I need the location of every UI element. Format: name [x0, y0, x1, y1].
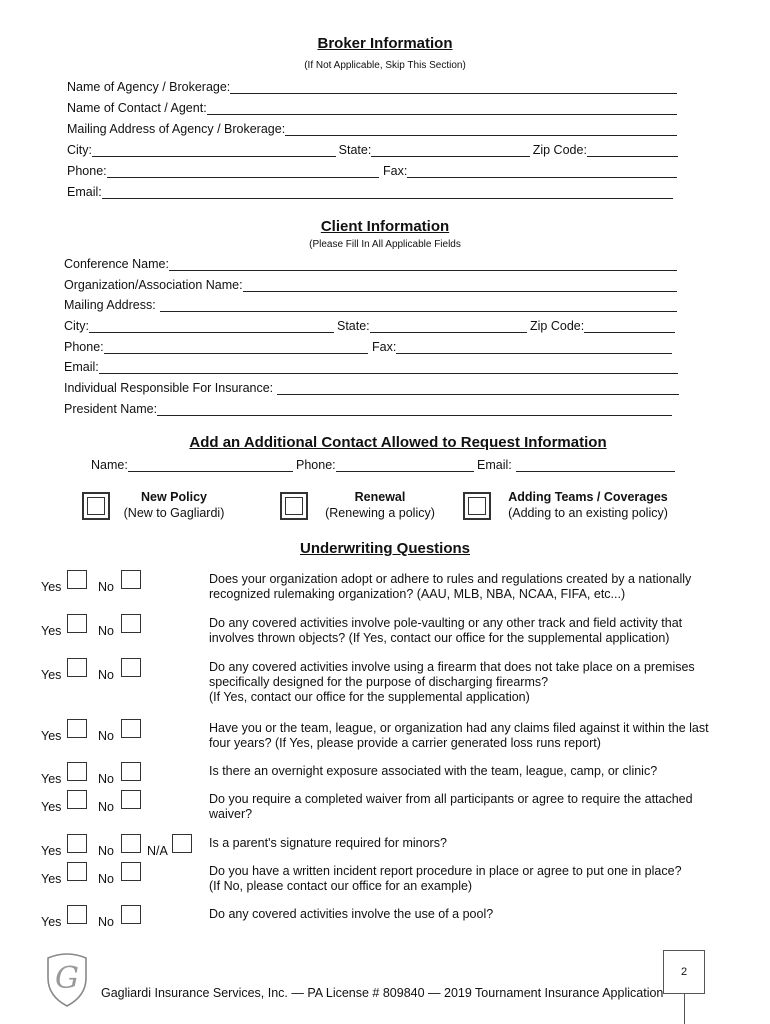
question-text — [209, 616, 682, 646]
field-label: Email: — [477, 458, 512, 472]
renewal-checkbox[interactable] — [280, 492, 308, 520]
broker-phone-fax[interactable] — [67, 164, 677, 178]
question-line: four years? (If Yes, please provide a carrier generated loss runs report) — [209, 736, 601, 750]
field-label: State: — [337, 319, 370, 333]
question-line: (If No, please contact our office for an example) — [209, 879, 473, 893]
field-label: Zip Code: — [532, 143, 587, 157]
question-text — [209, 864, 682, 894]
question-line: Does your organization adopt or adhere to rules and regulations created by a nationally — [209, 572, 692, 586]
yes-label: Yes — [41, 580, 62, 594]
na-checkbox[interactable] — [172, 834, 192, 853]
no-label: No — [98, 580, 114, 594]
no-label: No — [98, 729, 114, 743]
yes-checkbox[interactable] — [67, 570, 87, 589]
question-text — [209, 764, 657, 779]
field-label: Name of Contact / Agent: — [67, 101, 207, 115]
no-label: No — [98, 800, 114, 814]
option-title: Adding Teams / Coverages — [508, 490, 668, 504]
question-line: Do any covered activities involve the use of a pool? — [209, 907, 494, 921]
adding-teams-option — [500, 489, 676, 521]
no-checkbox[interactable] — [121, 658, 141, 677]
question-line: Do you require a completed waiver from all participants or agree to require the attached — [209, 792, 693, 806]
client-email-field[interactable] — [64, 360, 678, 374]
question-text — [209, 660, 695, 705]
broker-agency-field[interactable] — [67, 80, 677, 94]
yes-checkbox[interactable] — [67, 658, 87, 677]
field-label: Mailing Address: — [64, 298, 156, 312]
client-mailing-field[interactable] — [64, 298, 677, 312]
field-label: President Name: — [64, 402, 158, 416]
broker-mailing-field[interactable] — [67, 122, 677, 136]
field-label: Mailing Address of Agency / Brokerage: — [67, 122, 286, 136]
yes-label: Yes — [41, 772, 62, 786]
option-desc: (New to Gagliardi) — [123, 506, 225, 520]
no-checkbox[interactable] — [121, 905, 141, 924]
no-checkbox[interactable] — [121, 762, 141, 781]
broker-contact-field[interactable] — [67, 101, 677, 115]
yes-label: Yes — [41, 800, 62, 814]
yes-label: Yes — [41, 915, 62, 929]
question-text — [209, 572, 691, 602]
question-line: Do you have a written incident report procedure in place or agree to put one in place? — [209, 864, 682, 878]
no-checkbox[interactable] — [121, 570, 141, 589]
question-line: Is there an overnight exposure associated with the team, league, camp, or clinic? — [209, 764, 658, 778]
no-checkbox[interactable] — [121, 790, 141, 809]
footer-text: Gagliardi Insurance Services, Inc. — PA License # 809840 — 2019 Tournament Insurance Application — [101, 986, 664, 1000]
additional-title: Add an Additional Contact Allowed to Request Information — [189, 434, 607, 451]
yes-checkbox[interactable] — [67, 905, 87, 924]
yes-checkbox[interactable] — [67, 862, 87, 881]
yes-checkbox[interactable] — [67, 834, 87, 853]
broker-subtitle: (If Not Applicable, Skip This Section) — [304, 60, 466, 71]
question-line: Do any covered activities involve pole-vaulting or any other track and field activity that — [209, 616, 683, 630]
broker-city-state-zip[interactable] — [67, 143, 678, 157]
question-line: (If Yes, contact our office for the supplemental application) — [209, 690, 530, 704]
yes-label: Yes — [41, 872, 62, 886]
yes-label: Yes — [41, 624, 62, 638]
client-subtitle: (Please Fill In All Applicable Fields — [309, 239, 461, 250]
broker-email-field[interactable] — [67, 185, 673, 199]
client-conference-field[interactable] — [64, 257, 677, 271]
field-label: Phone: — [64, 340, 104, 354]
no-checkbox[interactable] — [121, 614, 141, 633]
field-label: Zip Code: — [530, 319, 585, 333]
field-label: State: — [338, 143, 372, 157]
page-divider — [684, 994, 685, 1024]
client-city-state-zip[interactable] — [64, 319, 675, 333]
field-label: Individual Responsible For Insurance: — [64, 381, 274, 395]
no-label: No — [98, 915, 114, 929]
yes-checkbox[interactable] — [67, 762, 87, 781]
field-label: Organization/Association Name: — [64, 278, 243, 292]
option-title: Renewal — [354, 490, 406, 504]
new-policy-option — [114, 489, 234, 521]
gagliardi-logo-icon — [44, 950, 90, 1008]
yes-label: Yes — [41, 729, 62, 743]
no-label: No — [98, 624, 114, 638]
field-label: City: — [67, 143, 92, 157]
na-label: N/A — [147, 844, 168, 858]
field-label: Email: — [67, 185, 102, 199]
new-policy-checkbox[interactable] — [82, 492, 110, 520]
field-label: Name: — [91, 458, 128, 472]
no-checkbox[interactable] — [121, 862, 141, 881]
field-label: Fax: — [372, 340, 397, 354]
question-line: involves thrown objects? (If Yes, contact our office for the supplemental application) — [209, 631, 670, 645]
logo-letter: G — [55, 961, 79, 996]
yes-label: Yes — [41, 844, 62, 858]
question-line: Do any covered activities involve using a firearm that does not take place on a premises — [209, 660, 695, 674]
no-label: No — [98, 872, 114, 886]
question-text — [209, 721, 709, 751]
adding-teams-checkbox[interactable] — [463, 492, 491, 520]
yes-label: Yes — [41, 668, 62, 682]
yes-checkbox[interactable] — [67, 719, 87, 738]
question-text — [209, 907, 493, 922]
question-text — [209, 836, 447, 851]
client-president-field[interactable] — [64, 402, 672, 416]
question-line: specifically designed for the purpose of discharging firearms? — [209, 675, 549, 689]
page-number-box — [663, 950, 705, 994]
field-label: Phone: — [67, 164, 107, 178]
underwriting-title: Underwriting Questions — [299, 540, 470, 557]
question-line: Have you or the team, league, or organization had any claims filed against it within the last — [209, 721, 709, 735]
client-responsible-field[interactable] — [64, 381, 679, 395]
client-organization-field[interactable] — [64, 278, 677, 292]
question-line: Is a parent's signature required for minors? — [209, 836, 447, 850]
field-label: City: — [64, 319, 89, 333]
field-label: Phone: — [296, 458, 336, 472]
renewal-option — [318, 489, 442, 521]
client-phone-fax[interactable] — [64, 340, 673, 354]
yes-checkbox[interactable] — [67, 790, 87, 809]
page-number: 2 — [680, 966, 688, 978]
no-label: No — [98, 668, 114, 682]
option-title: New Policy — [141, 490, 207, 504]
yes-checkbox[interactable] — [67, 614, 87, 633]
question-line: waiver? — [209, 807, 253, 821]
no-label: No — [98, 844, 114, 858]
no-checkbox[interactable] — [121, 719, 141, 738]
no-checkbox[interactable] — [121, 834, 141, 853]
client-title: Client Information — [320, 218, 450, 235]
field-label: Fax: — [383, 164, 408, 178]
question-text — [209, 792, 693, 822]
additional-contact-row[interactable] — [91, 458, 675, 472]
no-label: No — [98, 772, 114, 786]
field-label: Name of Agency / Brokerage: — [67, 80, 231, 94]
field-label: Conference Name: — [64, 257, 169, 271]
option-desc: (Renewing a policy) — [325, 506, 435, 520]
option-desc: (Adding to an existing policy) — [508, 506, 668, 520]
broker-title: Broker Information — [317, 35, 453, 52]
question-line: recognized rulemaking organization? (AAU, MLB, NBA, NCAA, FIFA, etc...) — [209, 587, 626, 601]
field-label: Email: — [64, 360, 99, 374]
